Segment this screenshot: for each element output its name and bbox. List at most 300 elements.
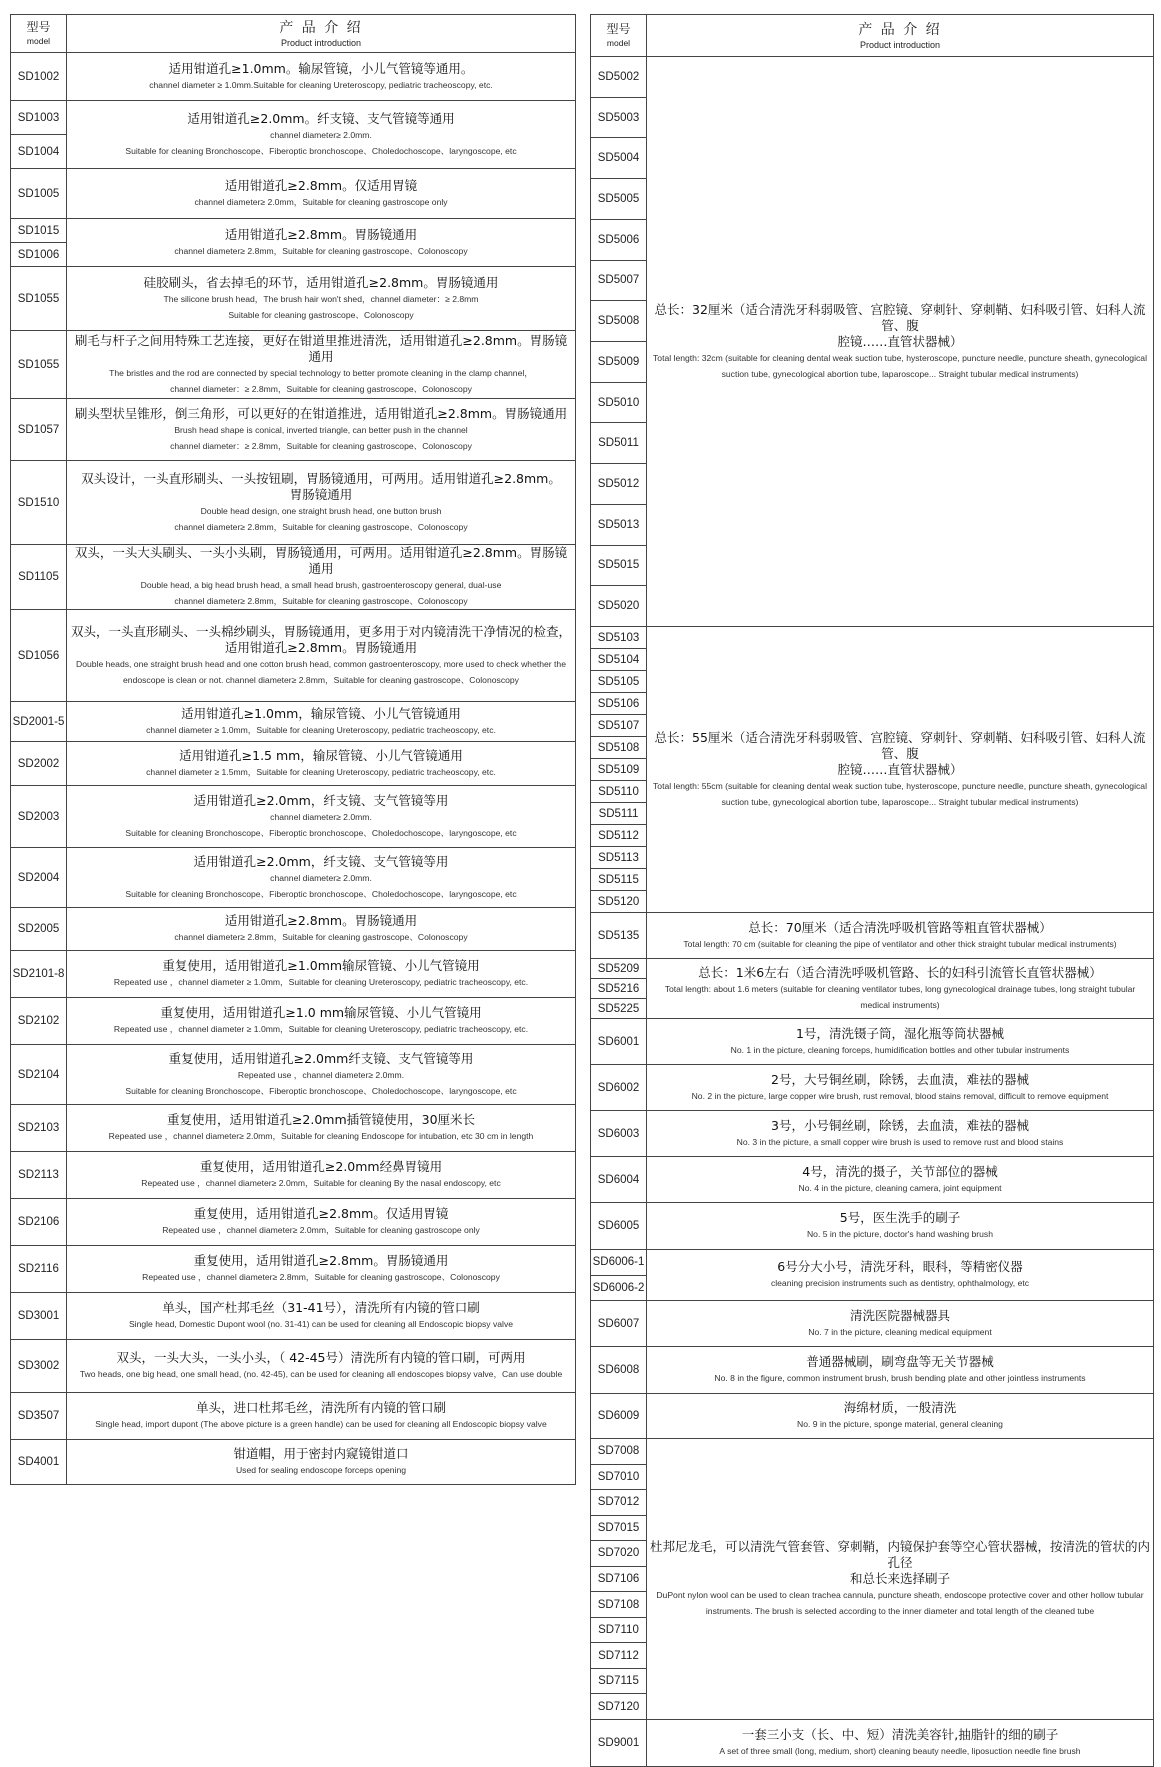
description-en: channel diameter ≥ 1.0mm.Suitable for cleaning Ureteroscopy, pediatric tracheoscopy, etc. xyxy=(149,79,493,90)
description-zh: 海绵材质，一般清洗 xyxy=(843,1400,957,1415)
description-cell xyxy=(67,101,576,168)
model-number: SD2101-8 xyxy=(12,968,65,980)
model-number: SD1056 xyxy=(17,649,60,662)
model-number: SD2001-5 xyxy=(12,715,65,728)
description-zh: 2号，大号铜丝刷，除锈，去血渍，难祛的器械 xyxy=(771,1071,1029,1087)
right-header-intro xyxy=(647,15,1154,56)
intro-heading-en: Product introduction xyxy=(859,39,941,50)
description-zh: 重复使用，适用钳道孔≥2.8mm。仅适用胃镜 xyxy=(193,1206,449,1221)
description-cell xyxy=(67,53,576,100)
description-zh: 双头，一头大头刷头、一头小头刷，胃肠镜通用，可两用。适用钳道孔≥2.8mm。胃肠镜通用 xyxy=(74,545,568,576)
description-cell xyxy=(67,1105,576,1151)
description-zh: 双头设计，一头直形刷头、一头按钮刷，胃肠镜通用，可两用。适用钳道孔≥2.8mm。 xyxy=(81,470,561,486)
table-row xyxy=(591,1439,1154,1720)
model-number: SD3001 xyxy=(17,1310,60,1322)
model-heading-en: model xyxy=(26,36,51,46)
description-en: Two heads, one big head, one small head, (no. 42-45), can be used for cleaning all endoscopes biopsy valve，Can use double xyxy=(79,1369,563,1379)
model-number: SD5104 xyxy=(591,649,646,671)
model-number: SD1004 xyxy=(17,145,60,158)
description-zh: 总长：32厘米（适合清洗牙科弱吸管、宫腔镜、穿刺针、穿刺鞘、妇科吸引管、妇科人流管、腹 xyxy=(654,301,1146,333)
description-cell xyxy=(647,1019,1154,1064)
model-cell xyxy=(11,1293,67,1339)
description-en: Repeated use ，channel diameter≥ 2.8mm，Suitable for cleaning gastroscope、Colonoscopy xyxy=(142,1272,500,1282)
model-number: SD2104 xyxy=(17,1068,60,1081)
model-number: SD6006-2 xyxy=(592,1281,645,1294)
table-row xyxy=(11,1293,576,1340)
model-cell xyxy=(11,1152,67,1198)
model-number: SD5225 xyxy=(597,1002,640,1015)
description-zh: 5号，医生洗手的刷子 xyxy=(839,1210,961,1225)
description-zh: 适用钳道孔≥2.0mm，纤支镜、支气管镜等用 xyxy=(193,792,449,808)
model-number: SD2106 xyxy=(17,1216,60,1228)
description-cell xyxy=(67,267,576,330)
model-number: SD7112 xyxy=(591,1643,646,1669)
model-number: SD2113 xyxy=(18,1169,59,1181)
table-row xyxy=(11,742,576,786)
description-en: No. 3 in the picture, a small copper wire brush is used to remove rust and blood stains xyxy=(736,1136,1064,1147)
right-header-model xyxy=(591,15,647,56)
model-number: SD1105 xyxy=(18,571,59,583)
description-en: No. 9 in the picture, sponge material, general cleaning xyxy=(797,1419,1003,1429)
model-number: SD3002 xyxy=(17,1360,60,1372)
description-en: channel diameter ≥ 1.0mm，Suitable for cleaning Ureteroscopy, pediatric tracheoscopy, etc. xyxy=(146,724,496,735)
description-cell xyxy=(647,913,1154,958)
model-cell xyxy=(11,1393,67,1439)
description-en: No. 5 in the picture, doctor's hand washing brush xyxy=(806,1229,994,1239)
description-en: Suitable for cleaning gastroscope、Colonoscopy xyxy=(228,309,414,320)
model-number: SD5108 xyxy=(591,737,646,759)
description-en: No. 7 in the picture, cleaning medical equipment xyxy=(808,1326,992,1337)
table-row xyxy=(591,1394,1154,1439)
description-zh: 胃肠镜通用 xyxy=(289,486,353,502)
table-row xyxy=(11,610,576,702)
model-number: SD5111 xyxy=(591,803,646,825)
table-row xyxy=(591,1157,1154,1203)
description-en: Double heads, one straight brush head and one cotton brush head, common gastroenteroscopy, more used to check whether the xyxy=(76,658,566,669)
model-number: SD1057 xyxy=(17,423,60,436)
table-row xyxy=(591,1111,1154,1157)
model-number: SD5103 xyxy=(591,627,646,649)
description-cell xyxy=(647,1439,1154,1719)
description-en: The silicone brush head，The brush hair won't shed，channel diameter：≥ 2.8mm xyxy=(163,293,479,304)
right-product-table xyxy=(590,14,1154,1767)
description-zh: 重复使用，适用钳道孔≥2.0mm纤支镜、支气管镜等用 xyxy=(168,1050,474,1066)
left-product-table xyxy=(10,14,576,1485)
table-row xyxy=(11,786,576,848)
model-number: SD5007 xyxy=(591,261,646,302)
description-en: DuPont nylon wool can be used to clean trachea cannula, puncture sheath, endoscope protective cover and other hollow tubular xyxy=(656,1590,1144,1600)
table-row xyxy=(11,1246,576,1293)
table-row xyxy=(591,959,1154,1019)
model-number: SD7120 xyxy=(597,1700,640,1713)
description-zh: 重复使用，适用钳道孔≥1.0mm输尿管镜、小儿气管镜用 xyxy=(162,958,480,973)
model-number: SD2005 xyxy=(17,923,60,935)
description-zh: 适用钳道孔≥2.0mm。纤支镜、支气管镜等通用 xyxy=(187,110,455,126)
table-row xyxy=(11,1199,576,1246)
model-cell xyxy=(11,267,67,330)
model-cell xyxy=(591,1157,647,1202)
description-zh: 和总长来选择刷子 xyxy=(849,1571,950,1586)
table-row xyxy=(11,1045,576,1105)
description-en: Total length: 70 cm (suitable for cleaning the pipe of ventilator and other thick straight tubular medical instruments) xyxy=(683,938,1117,949)
model-number: SD5008 xyxy=(591,301,646,342)
model-cell xyxy=(11,461,67,544)
description-zh: 硅胶刷头，省去掉毛的环节，适用钳道孔≥2.8mm。胃肠镜通用 xyxy=(143,274,499,290)
model-cell xyxy=(11,219,67,266)
description-cell xyxy=(67,702,576,741)
description-en: channel diameter：≥ 2.8mm，Suitable for cleaning gastroscope、Colonoscopy xyxy=(170,440,472,451)
model-number: SD2003 xyxy=(17,810,60,823)
model-cell xyxy=(591,1250,647,1300)
model-number: SD6004 xyxy=(597,1173,640,1186)
description-cell xyxy=(647,1065,1154,1110)
description-en: channel diameter≥ 2.0mm. xyxy=(270,129,372,140)
description-cell xyxy=(647,1347,1154,1393)
description-cell xyxy=(67,1152,576,1198)
description-zh: 4号，清洗的摄子，关节部位的器械 xyxy=(802,1163,998,1179)
description-cell xyxy=(647,1394,1154,1438)
model-cell xyxy=(591,1111,647,1156)
table-row xyxy=(591,1720,1154,1767)
table-row xyxy=(591,1347,1154,1394)
model-number: SD5006 xyxy=(591,220,646,261)
model-cell xyxy=(11,545,67,609)
description-zh: 适用钳道孔≥1.0mm，输尿管镜、小儿气管镜通用 xyxy=(181,705,461,721)
table-row xyxy=(591,1203,1154,1250)
model-number: SD2004 xyxy=(17,871,60,884)
model-number: SD7010 xyxy=(591,1465,646,1491)
description-zh: 单头，国产杜邦毛丝（31-41号），清洗所有内镜的管口刷 xyxy=(162,1300,480,1315)
description-zh: 适用钳道孔≥2.8mm。胃肠镜通用 xyxy=(224,913,418,928)
description-en: channel diameter≥ 2.8mm，Suitable for cleaning gastroscope、Colonoscopy xyxy=(174,596,468,606)
description-zh: 1号，清洗镊子筒，湿化瓶等筒状器械 xyxy=(796,1025,1004,1041)
table-row xyxy=(591,1250,1154,1301)
model-cell xyxy=(11,786,67,847)
description-en: Suitable for cleaning Bronchoscope、Fiberoptic bronchoscope、Choledochoscope、laryngoscope, etc xyxy=(125,827,517,838)
model-cell xyxy=(591,1347,647,1393)
description-en: Total length: 32cm (suitable for cleaning dental weak suction tube, hysteroscope, puncture needle, puncture sheath, gynecological xyxy=(653,352,1147,363)
model-cell xyxy=(591,913,647,958)
model-number: SD5135 xyxy=(597,929,640,942)
description-en: endoscope is clean or not. channel diameter≥ 2.8mm，Suitable for cleaning gastroscope、Colonoscopy xyxy=(123,674,519,685)
description-cell xyxy=(67,610,576,701)
description-en: instruments. The brush is selected according to the inner diameter and total length of the cleaned tube xyxy=(705,1606,1095,1616)
table-row xyxy=(591,1065,1154,1111)
description-cell xyxy=(67,169,576,218)
description-zh: 总长：70厘米（适合清洗呼吸机管路等粗直管状器械） xyxy=(748,919,1052,935)
model-number: SD5011 xyxy=(591,423,646,464)
description-en: Repeated use ，channel diameter≥ 2.0mm，Suitable for cleaning Endoscope for intubation, etc 30 cm in length xyxy=(108,1131,534,1141)
description-zh: 重复使用，适用钳道孔≥1.0 mm输尿管镜、小儿气管镜用 xyxy=(160,1005,482,1020)
description-en: Suitable for cleaning Bronchoscope、Fiberoptic bronchoscope、Choledochoscope、laryngoscope, etc xyxy=(125,1085,517,1096)
description-zh: 腔镜……直管状器械） xyxy=(837,761,963,777)
description-zh: 单头，进口杜邦毛丝，清洗所有内镜的管口刷 xyxy=(195,1400,446,1415)
model-cell xyxy=(591,1019,647,1064)
intro-heading-en: Product introduction xyxy=(280,37,362,48)
description-en: Total length: 55cm (suitable for cleaning dental weak suction tube, hysteroscope, puncture needle, puncture sheath, gynecological xyxy=(653,780,1147,791)
description-en: A set of three small (long, medium, short) cleaning beauty needle, liposuction needle fine brush xyxy=(719,1746,1081,1756)
model-cell xyxy=(11,169,67,218)
model-cell xyxy=(11,101,67,168)
description-zh: 腔镜……直管状器械） xyxy=(837,333,963,349)
left-header-intro xyxy=(67,15,576,52)
model-cell xyxy=(11,399,67,460)
description-en: Repeated use ，channel diameter≥ 2.0mm. xyxy=(237,1069,405,1080)
description-cell xyxy=(67,998,576,1044)
description-en: No. 1 in the picture, cleaning forceps, humidification bottles and other tubular instruments xyxy=(730,1044,1070,1055)
model-number: SD5107 xyxy=(591,715,646,737)
model-number: SD1055 xyxy=(17,292,60,305)
description-cell xyxy=(67,1440,576,1484)
table-row xyxy=(11,1393,576,1440)
model-number: SD7110 xyxy=(591,1618,646,1644)
model-number: SD5020 xyxy=(597,600,640,613)
model-cell xyxy=(11,908,67,950)
description-zh: 3号，小号铜丝刷，除锈，去血渍，难祛的器械 xyxy=(771,1117,1029,1133)
model-number: SD1006 xyxy=(17,248,60,261)
description-zh: 适用钳道孔≥2.0mm，纤支镜、支气管镜等用 xyxy=(193,853,449,869)
table-row xyxy=(11,1105,576,1152)
model-cell xyxy=(11,702,67,741)
model-cell xyxy=(591,627,647,912)
table-row xyxy=(11,848,576,908)
table-row xyxy=(11,331,576,399)
table-row xyxy=(591,1019,1154,1065)
description-zh: 适用钳道孔≥1.5 mm，输尿管镜、小儿气管镜通用 xyxy=(179,747,463,763)
model-number: SD6001 xyxy=(597,1035,640,1048)
description-en: No. 8 in the figure, common instrument brush, brush bending plate and other jointless instruments xyxy=(714,1373,1086,1383)
model-number: SD5115 xyxy=(591,869,646,891)
model-number: SD7020 xyxy=(591,1541,646,1567)
table-row xyxy=(11,1340,576,1393)
description-cell xyxy=(67,461,576,544)
table-row xyxy=(11,53,576,101)
description-en: channel diameter ≥ 1.5mm，Suitable for cleaning Ureteroscopy, pediatric tracheoscopy, etc. xyxy=(146,766,496,777)
model-cell xyxy=(591,1301,647,1346)
description-en: No. 4 in the picture, cleaning camera, joint equipment xyxy=(798,1182,1002,1193)
description-zh: 刷毛与杆子之间用特殊工艺连接，更好在钳道里推进清洗，适用钳道孔≥2.8mm。胃肠镜通用 xyxy=(74,332,568,364)
description-zh: 普通器械刷，刷弯盘等无关节器械 xyxy=(806,1354,994,1369)
model-number: SD5120 xyxy=(597,895,640,908)
model-cell xyxy=(11,951,67,997)
description-zh: 总长：55厘米（适合清洗牙科弱吸管、宫腔镜、穿刺针、穿刺鞘、妇科吸引管、妇科人流管、腹 xyxy=(654,729,1146,761)
description-zh: 一套三小支（长、中、短）清洗美容针,抽脂针的细的刷子 xyxy=(741,1727,1059,1742)
description-zh: 杜邦尼龙毛，可以清洗气管套管、穿刺鞘，内镜保护套等空心管状器械，按清洗的管状的内孔径 xyxy=(650,1539,1151,1570)
description-cell xyxy=(67,331,576,398)
description-en: channel diameter≥ 2.0mm. xyxy=(270,872,372,883)
model-number: SD5113 xyxy=(591,847,646,869)
description-en: channel diameter≥ 2.0mm，Suitable for cleaning gastroscope only xyxy=(194,196,448,207)
model-number: SD5106 xyxy=(591,693,646,715)
model-number: SD7008 xyxy=(591,1439,646,1465)
description-en: Single head, import dupont (The above picture is a green handle) can be used for cleaning all Endoscopic biopsy valve xyxy=(95,1419,547,1429)
description-zh: 双头，一头大头，一头小头，（ 42-45号）清洗所有内镜的管口刷，可两用 xyxy=(116,1350,526,1365)
model-number: SD1002 xyxy=(17,70,60,83)
model-cell xyxy=(11,1105,67,1151)
description-zh: 重复使用，适用钳道孔≥2.0mm经鼻胃镜用 xyxy=(199,1159,443,1174)
model-cell xyxy=(11,998,67,1044)
description-zh: 刷头型状呈锥形，倒三角形，可以更好的在钳道推进，适用钳道孔≥2.8mm。胃肠镜通用 xyxy=(74,405,568,421)
table-row xyxy=(11,267,576,331)
description-en: suction tube, gynecological abortion tube, laparoscope... Straight tubular medical instruments) xyxy=(721,796,1079,807)
model-number: SD1055 xyxy=(17,358,60,371)
model-number: SD2103 xyxy=(17,1122,60,1134)
description-en: Double head, a big head brush head, a small head brush, gastroenteroscopy general, dual-use xyxy=(140,580,502,590)
model-number: SD7115 xyxy=(591,1669,646,1695)
description-cell xyxy=(647,959,1154,1018)
description-zh: 钳道帽，用于密封内窥镜钳道口 xyxy=(233,1446,409,1461)
table-row xyxy=(11,169,576,219)
table-row xyxy=(11,101,576,169)
description-en: channel diameter：≥ 2.8mm，Suitable for cleaning gastroscope、Colonoscopy xyxy=(170,383,472,394)
intro-heading-zh: 产 品 介 绍 xyxy=(279,19,363,36)
model-number: SD2102 xyxy=(17,1015,60,1027)
description-cell xyxy=(67,951,576,997)
model-cell xyxy=(591,1394,647,1438)
description-zh: 适用钳道孔≥2.8mm。仅适用胃镜 xyxy=(224,177,418,193)
description-en: suction tube, gynecological abortion tube, laparoscope... Straight tubular medical instruments) xyxy=(721,368,1079,379)
model-number: SD7108 xyxy=(591,1592,646,1618)
model-number: SD5216 xyxy=(591,979,646,999)
description-cell xyxy=(647,627,1154,912)
model-heading-zh: 型号 xyxy=(606,22,631,36)
description-en: Used for sealing endoscope forceps opening xyxy=(235,1465,407,1475)
description-en: Repeated use ，channel diameter≥ 2.0mm，Suitable for cleaning By the nasal endoscopy, etc xyxy=(141,1178,501,1188)
model-cell xyxy=(11,1045,67,1104)
description-zh: 双头，一头直形刷头、一头棉纱刷头，胃肠镜通用，更多用于对内镜清洗干净情况的检查， xyxy=(70,623,571,639)
right-header-row xyxy=(591,15,1154,57)
description-zh: 适用钳道孔≥2.8mm。胃肠镜通用 xyxy=(224,226,418,242)
model-number: SD5012 xyxy=(591,464,646,505)
description-cell xyxy=(67,399,576,460)
description-en: No. 2 in the picture, large copper wire brush, rust removal, blood stains removal, difficult to remove equipment xyxy=(691,1090,1109,1101)
table-row xyxy=(591,913,1154,959)
model-number: SD5105 xyxy=(591,671,646,693)
model-heading-zh: 型号 xyxy=(26,20,51,34)
description-en: channel diameter≥ 2.8mm，Suitable for cleaning gastroscope、Colonoscopy xyxy=(174,245,468,256)
description-en: Suitable for cleaning Bronchoscope、Fiberoptic bronchoscope、Choledochoscope、laryngoscope, etc xyxy=(125,888,517,899)
model-cell xyxy=(591,959,647,1018)
description-en: channel diameter≥ 2.8mm，Suitable for cleaning gastroscope、Colonoscopy xyxy=(174,932,468,942)
model-cell xyxy=(11,610,67,701)
model-cell xyxy=(591,1720,647,1766)
description-cell xyxy=(67,545,576,609)
model-cell xyxy=(11,1199,67,1245)
left-header-row xyxy=(11,15,576,53)
description-cell xyxy=(647,1301,1154,1346)
model-number: SD5005 xyxy=(591,179,646,220)
description-cell xyxy=(67,786,576,847)
description-en: channel diameter≥ 2.8mm，Suitable for cleaning gastroscope、Colonoscopy xyxy=(174,521,468,532)
table-row xyxy=(11,545,576,610)
table-row xyxy=(11,461,576,545)
description-en: Single head, Domestic Dupont wool (no. 31-41) can be used for cleaning all Endoscopic biopsy valve xyxy=(128,1319,514,1329)
left-header-model xyxy=(11,15,67,52)
model-number: SD9001 xyxy=(597,1737,640,1749)
intro-heading-zh: 产 品 介 绍 xyxy=(858,21,942,38)
description-zh: 重复使用，适用钳道孔≥2.8mm。胃肠镜通用 xyxy=(193,1253,449,1268)
table-row xyxy=(11,1152,576,1199)
model-number: SD6006-1 xyxy=(591,1250,646,1276)
model-number: SD5112 xyxy=(591,825,646,847)
model-number: SD6009 xyxy=(597,1410,640,1422)
description-cell xyxy=(647,1720,1154,1766)
description-cell xyxy=(67,1199,576,1245)
description-cell xyxy=(67,1246,576,1292)
model-number: SD6007 xyxy=(597,1317,640,1330)
model-number: SD5209 xyxy=(591,959,646,979)
model-number: SD1003 xyxy=(11,101,66,135)
model-number: SD2002 xyxy=(17,757,60,770)
model-cell xyxy=(11,848,67,907)
model-cell xyxy=(11,1246,67,1292)
model-number: SD5013 xyxy=(591,505,646,546)
table-row xyxy=(591,57,1154,627)
model-cell xyxy=(591,1203,647,1249)
table-row xyxy=(11,951,576,998)
description-zh: 适用钳道孔≥2.8mm。胃肠镜通用 xyxy=(224,639,418,655)
description-zh: 清洗医院器械器具 xyxy=(849,1307,950,1323)
description-cell xyxy=(647,57,1154,626)
model-cell xyxy=(11,1340,67,1392)
model-number: SD6005 xyxy=(597,1220,640,1232)
model-cell xyxy=(591,57,647,626)
description-cell xyxy=(67,908,576,950)
table-row xyxy=(591,627,1154,913)
model-cell xyxy=(11,331,67,398)
description-cell xyxy=(67,1293,576,1339)
model-cell xyxy=(11,742,67,785)
description-en: Double head design, one straight brush head, one button brush xyxy=(200,505,442,516)
description-cell xyxy=(67,219,576,266)
model-number: SD1510 xyxy=(17,496,60,509)
model-number: SD5010 xyxy=(591,383,646,424)
description-cell xyxy=(67,1340,576,1392)
description-en: Suitable for cleaning Bronchoscope、Fiberoptic bronchoscope、Choledochoscope、laryngoscope, etc xyxy=(125,145,517,156)
model-cell xyxy=(591,1439,647,1719)
description-en: Repeated use ，channel diameter≥ 2.0mm，Suitable for cleaning gastroscope only xyxy=(162,1225,480,1235)
model-number: SD7015 xyxy=(591,1516,646,1542)
model-number: SD6003 xyxy=(597,1127,640,1140)
table-row xyxy=(11,219,576,267)
table-row xyxy=(11,998,576,1045)
model-number: SD5109 xyxy=(591,759,646,781)
model-number: SD6008 xyxy=(597,1364,640,1376)
description-cell xyxy=(67,742,576,785)
description-en: Repeated use ，channel diameter ≥ 1.0mm，Suitable for cleaning Ureteroscopy, pediatric tracheoscopy, etc. xyxy=(113,977,529,987)
model-number: SD5015 xyxy=(591,546,646,587)
description-cell xyxy=(647,1111,1154,1156)
model-cell xyxy=(11,1440,67,1484)
model-number: SD5003 xyxy=(591,98,646,139)
description-cell xyxy=(647,1250,1154,1300)
description-cell xyxy=(67,1045,576,1104)
model-number: SD1005 xyxy=(17,187,60,200)
model-number: SD1015 xyxy=(11,219,66,243)
model-number: SD7106 xyxy=(591,1567,646,1593)
model-cell xyxy=(591,1065,647,1110)
description-en: channel diameter≥ 2.0mm. xyxy=(270,811,372,822)
description-en: The bristles and the rod are connected by special technology to better promote cleaning in the clamp channel， xyxy=(109,367,533,378)
table-row xyxy=(11,399,576,461)
description-zh: 6号分大小号，清洗牙科，眼科，等精密仪器 xyxy=(777,1259,1023,1274)
description-cell xyxy=(647,1203,1154,1249)
model-number: SD6002 xyxy=(597,1081,640,1094)
description-zh: 重复使用，适用钳道孔≥2.0mm插管镜使用，30厘米长 xyxy=(166,1112,476,1127)
model-number: SD4001 xyxy=(17,1456,60,1468)
description-cell xyxy=(647,1157,1154,1202)
description-zh: 总长：1米6左右（适合清洗呼吸机管路、长的妇科引流管长直管状器械） xyxy=(698,964,1102,980)
